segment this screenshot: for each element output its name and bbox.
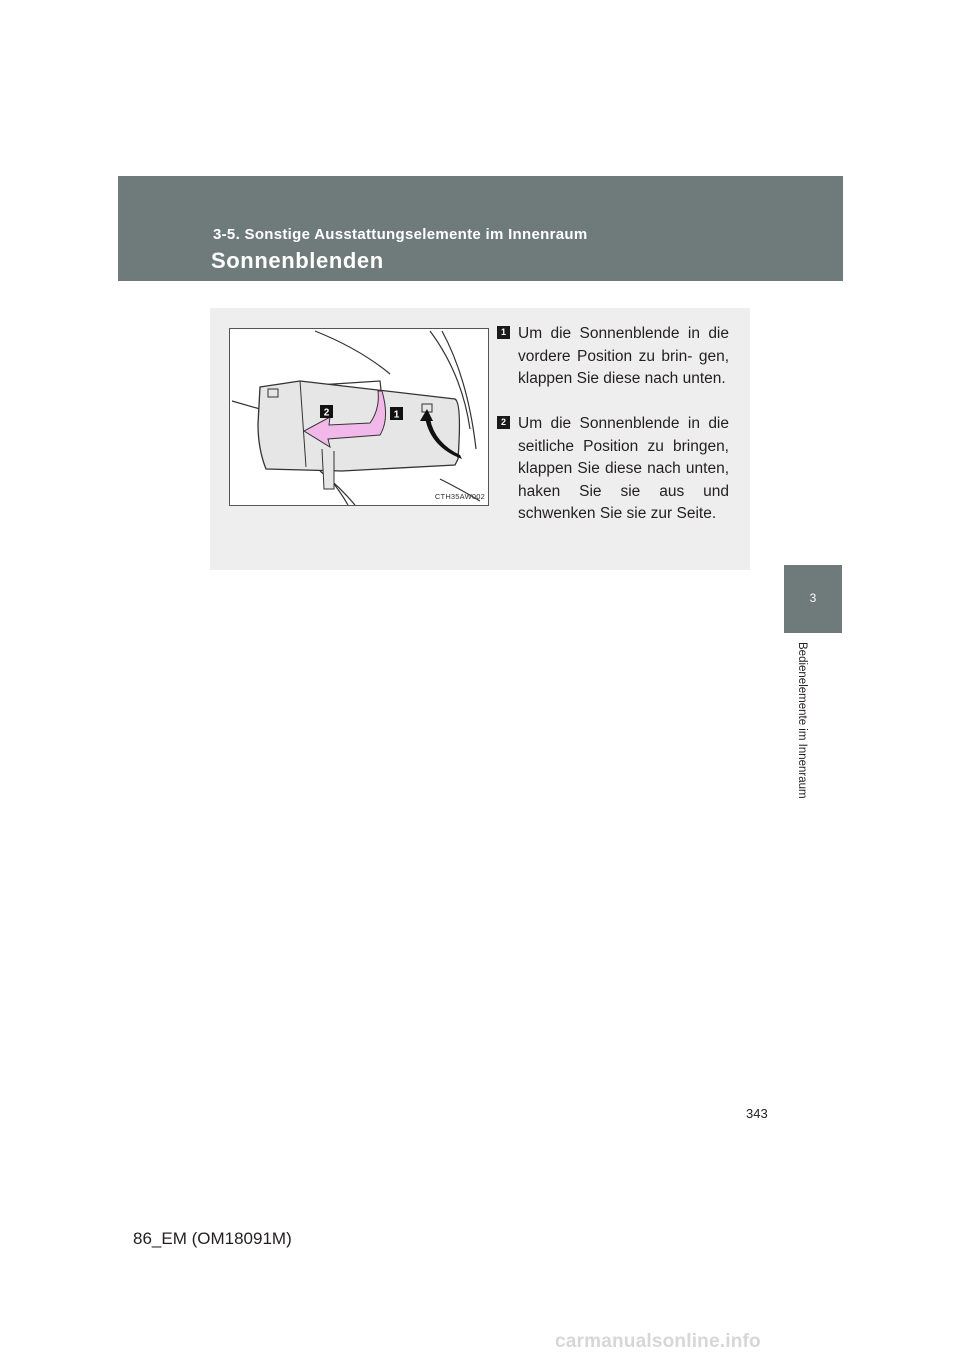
page-title: Sonnenblenden (211, 248, 384, 273)
step-item (497, 323, 729, 391)
image-code: CTH35AW002 (434, 492, 485, 501)
watermark: carmanualsonline.info (555, 1331, 761, 1352)
chapter-number: 3 (809, 591, 817, 605)
chapter-tab (784, 565, 842, 633)
step-badge: 1 (497, 326, 510, 339)
step-text: Um die Sonnenblende in die vordere Position zu brin- gen, klappen Sie diese nach unten. (518, 325, 729, 387)
sun-visor-illustration (229, 328, 489, 506)
footer-code: 86_EM (OM18091M) (133, 1229, 292, 1248)
step-text: Um die Sonnenblende in die seitliche Position zu bringen, klappen Sie diese nach unten, haken Sie sie aus und schwenken Sie sie zur Seite. (518, 415, 729, 522)
section-label: 3-5. Sonstige Ausstattungselemente im Innenraum (213, 226, 588, 243)
svg-text:2: 2 (323, 407, 330, 419)
section-header (118, 176, 843, 281)
chapter-title: Bedienelemente im Innenraum (796, 642, 808, 799)
sun-visor-drawing (230, 329, 488, 505)
step-badge: 2 (497, 416, 510, 429)
page-number: 343 (746, 1106, 768, 1121)
step-item (497, 413, 729, 526)
content-box (210, 308, 750, 570)
svg-text:1: 1 (393, 409, 400, 421)
